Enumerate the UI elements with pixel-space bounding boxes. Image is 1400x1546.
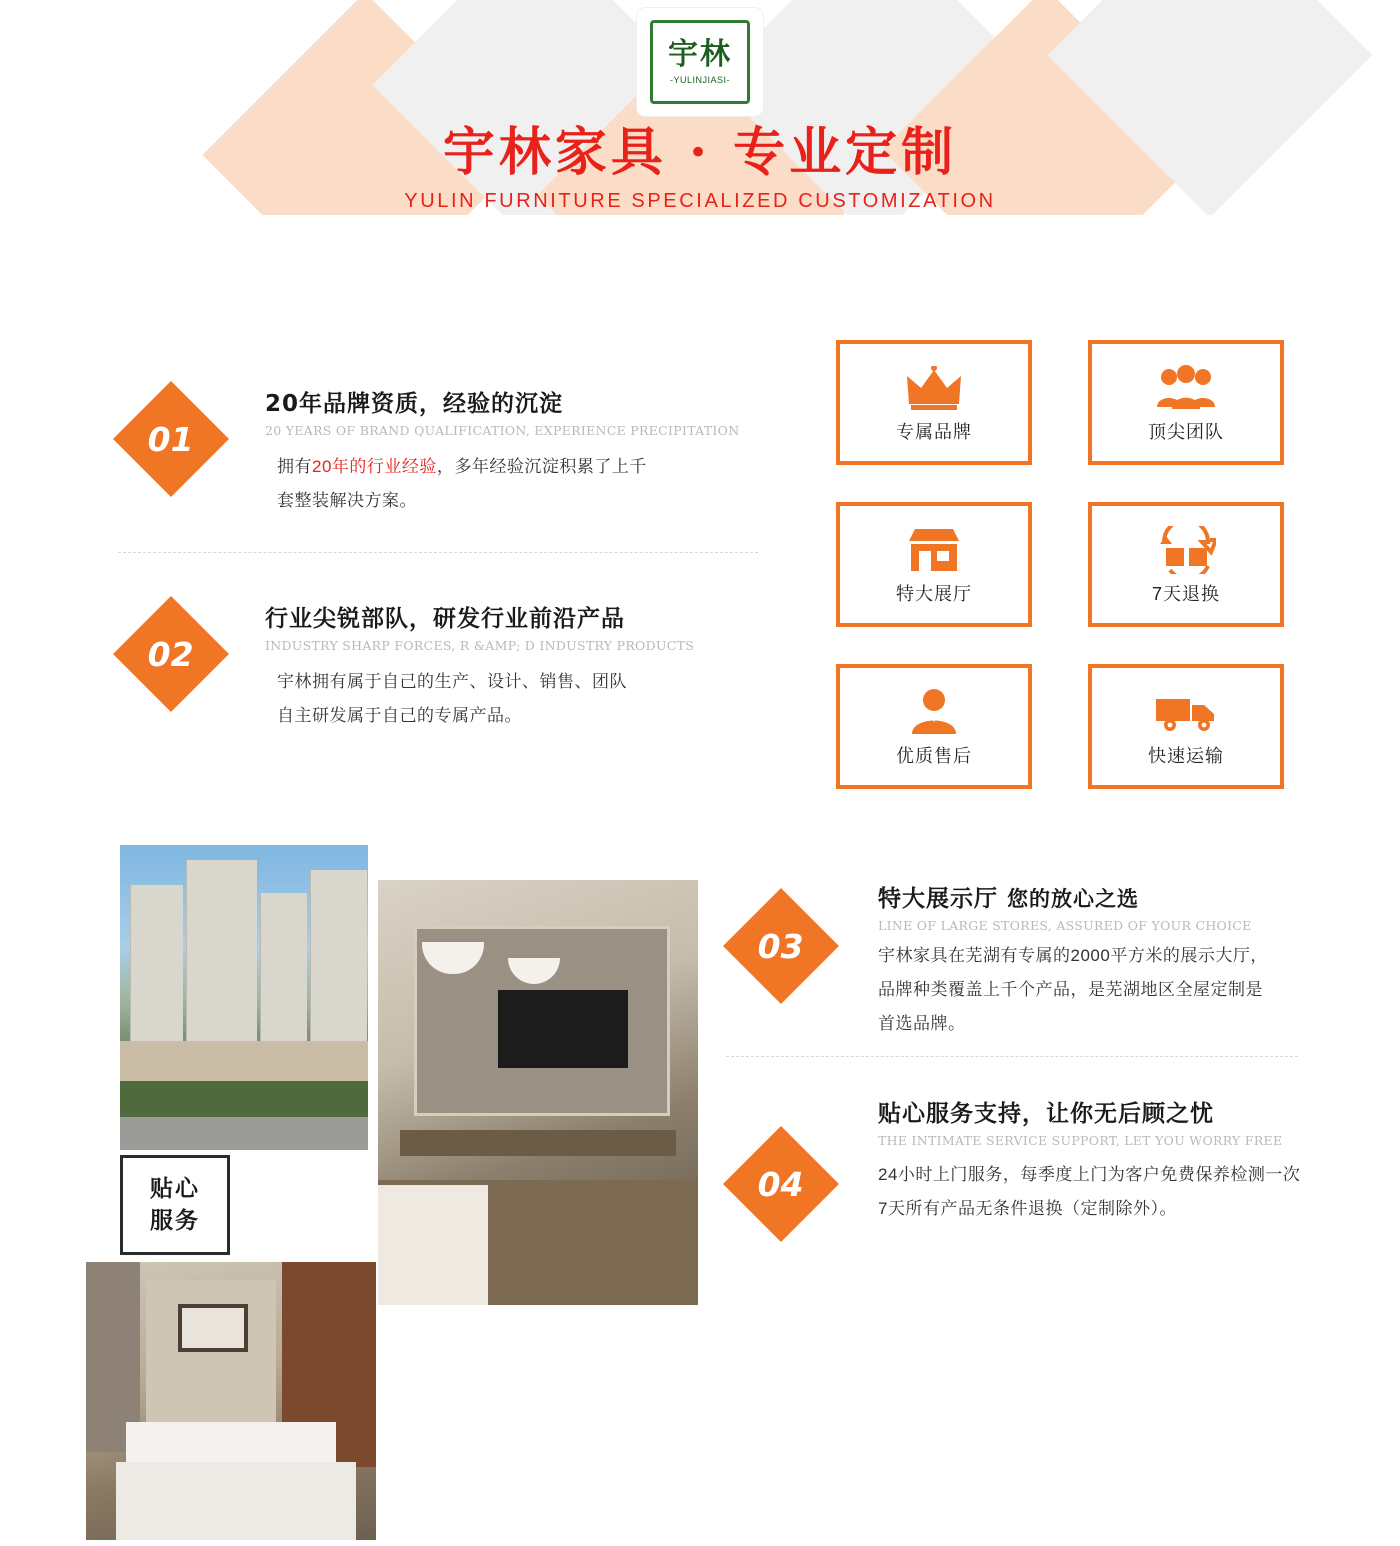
living-bed-corner: [378, 1185, 488, 1305]
brand-logo-frame: [650, 20, 750, 104]
photo-living-room: [378, 880, 698, 1305]
feature-body-post-01: ，多年经验沉淀积累了上千: [436, 457, 647, 476]
header-bottom-mask: [0, 215, 1400, 300]
team-icon: [1155, 362, 1217, 414]
feature-title-en-04: THE INTIMATE SERVICE SUPPORT, LET YOU WORRY FREE: [878, 1133, 1283, 1148]
feature-title-01: 20年品牌资质，经验的沉淀: [265, 391, 564, 417]
feature-body-line1-04: 24小时上门服务，每季度上门为客户免费保养检测一次: [878, 1165, 1301, 1184]
feature-number-03: 03: [758, 926, 804, 966]
feature-badge-01: [113, 381, 229, 497]
advantage-cell-service[interactable]: [836, 664, 1032, 789]
advantage-cell-showroom[interactable]: [836, 502, 1032, 627]
advantage-cell-shipping[interactable]: [1088, 664, 1284, 789]
truck-icon: [1154, 686, 1218, 738]
photo-caption-line1: 贴心: [150, 1176, 200, 1202]
building-shape-3: [260, 893, 307, 1045]
return-icon: [1156, 524, 1216, 576]
building-shape-1: [130, 885, 183, 1045]
feature-body-line2-01: 套整装解决方案。: [277, 491, 417, 510]
feature-badge-03: [723, 888, 839, 1004]
bedroom-wall: [146, 1280, 276, 1430]
feature-number-01: 01: [148, 419, 194, 459]
feature-title-en-01: 20 YEARS OF BRAND QUALIFICATION, EXPERIENCE PRECIPITATION: [265, 423, 740, 438]
feature-title-04: 贴心服务支持，让你无后顾之忧: [878, 1101, 1214, 1127]
crown-icon: [905, 362, 963, 414]
advantage-label-service: 优质售后: [896, 745, 972, 766]
feature-title-02: 行业尖锐部队，研发行业前沿产品: [265, 606, 625, 632]
feature-title-strong-03: 特大展示厅: [878, 886, 998, 912]
photo-caption-line2: 服务: [150, 1208, 200, 1234]
feature-divider-1: [118, 552, 758, 553]
living-tv: [498, 990, 628, 1068]
advantage-label-brand: 专属品牌: [896, 421, 972, 442]
advantage-label-showroom: 特大展厅: [896, 583, 972, 604]
building-greenery: [120, 1081, 368, 1121]
feature-title-en-02: INDUSTRY SHARP FORCES, R &AMP; D INDUSTRY PRODUCTS: [265, 638, 695, 653]
advantage-cell-return[interactable]: [1088, 502, 1284, 627]
photo-bedroom: [86, 1262, 376, 1540]
feature-body-line2-04: 7天所有产品无条件退换（定制除外）。: [878, 1199, 1177, 1218]
building-shape-2: [186, 860, 257, 1045]
feature-body-pre-01: 拥有: [277, 457, 312, 476]
feature-title-en-03: LINE OF LARGE STORES, ASSURED OF YOUR CHOICE: [878, 918, 1252, 933]
agent-icon: [908, 686, 960, 738]
feature-title-03: [878, 880, 1348, 913]
brand-logo: [637, 8, 763, 116]
feature-body-line1-01: [277, 450, 765, 484]
feature-badge-04: [723, 1126, 839, 1242]
brand-logo-en: -YULINJIASI-: [669, 74, 730, 85]
feature-title-light-03: 您的放心之选: [1007, 887, 1140, 911]
advantage-cell-brand[interactable]: [836, 340, 1032, 465]
photo-building-exterior: [120, 845, 368, 1150]
brand-logo-cn: 宇林: [668, 36, 732, 72]
feature-body-line2-02: 自主研发属于自己的专属产品。: [277, 706, 522, 725]
feature-body-line1-02: 宇林拥有属于自己的生产、设计、销售、团队: [277, 672, 627, 691]
building-road: [120, 1117, 368, 1150]
feature-body-line2-03: 品牌种类覆盖上千个产品，是芜湖地区全屋定制是: [878, 980, 1263, 999]
advantage-cell-team[interactable]: [1088, 340, 1284, 465]
building-shape-4: [310, 870, 367, 1045]
feature-number-02: 02: [148, 634, 194, 674]
feature-body-line1-03: 宇林家具在芜湖有专属的2000平方米的展示大厅，: [878, 946, 1268, 965]
advantage-label-return: 7天退换: [1151, 583, 1220, 604]
feature-body-line3-03: 首选品牌。: [878, 1014, 966, 1033]
feature-body-highlight-01: 20年的行业经验: [312, 457, 437, 476]
bedroom-duvet: [116, 1462, 356, 1540]
photo-caption-badge: [120, 1155, 230, 1255]
living-console: [400, 1130, 676, 1156]
store-icon: [905, 524, 963, 576]
advantage-label-shipping: 快速运输: [1148, 745, 1224, 766]
feature-divider-2: [726, 1056, 1298, 1057]
page-title: 宇林家具 · 专业定制: [442, 122, 958, 183]
feature-number-04: 04: [758, 1164, 804, 1204]
page-header: [0, 0, 1400, 300]
page-subtitle: YULIN FURNITURE SPECIALIZED CUSTOMIZATION: [404, 190, 996, 212]
advantage-label-team: 顶尖团队: [1148, 421, 1224, 442]
advantage-icon-grid: [836, 340, 1284, 790]
bedroom-artwork: [178, 1304, 248, 1352]
feature-badge-02: [113, 596, 229, 712]
